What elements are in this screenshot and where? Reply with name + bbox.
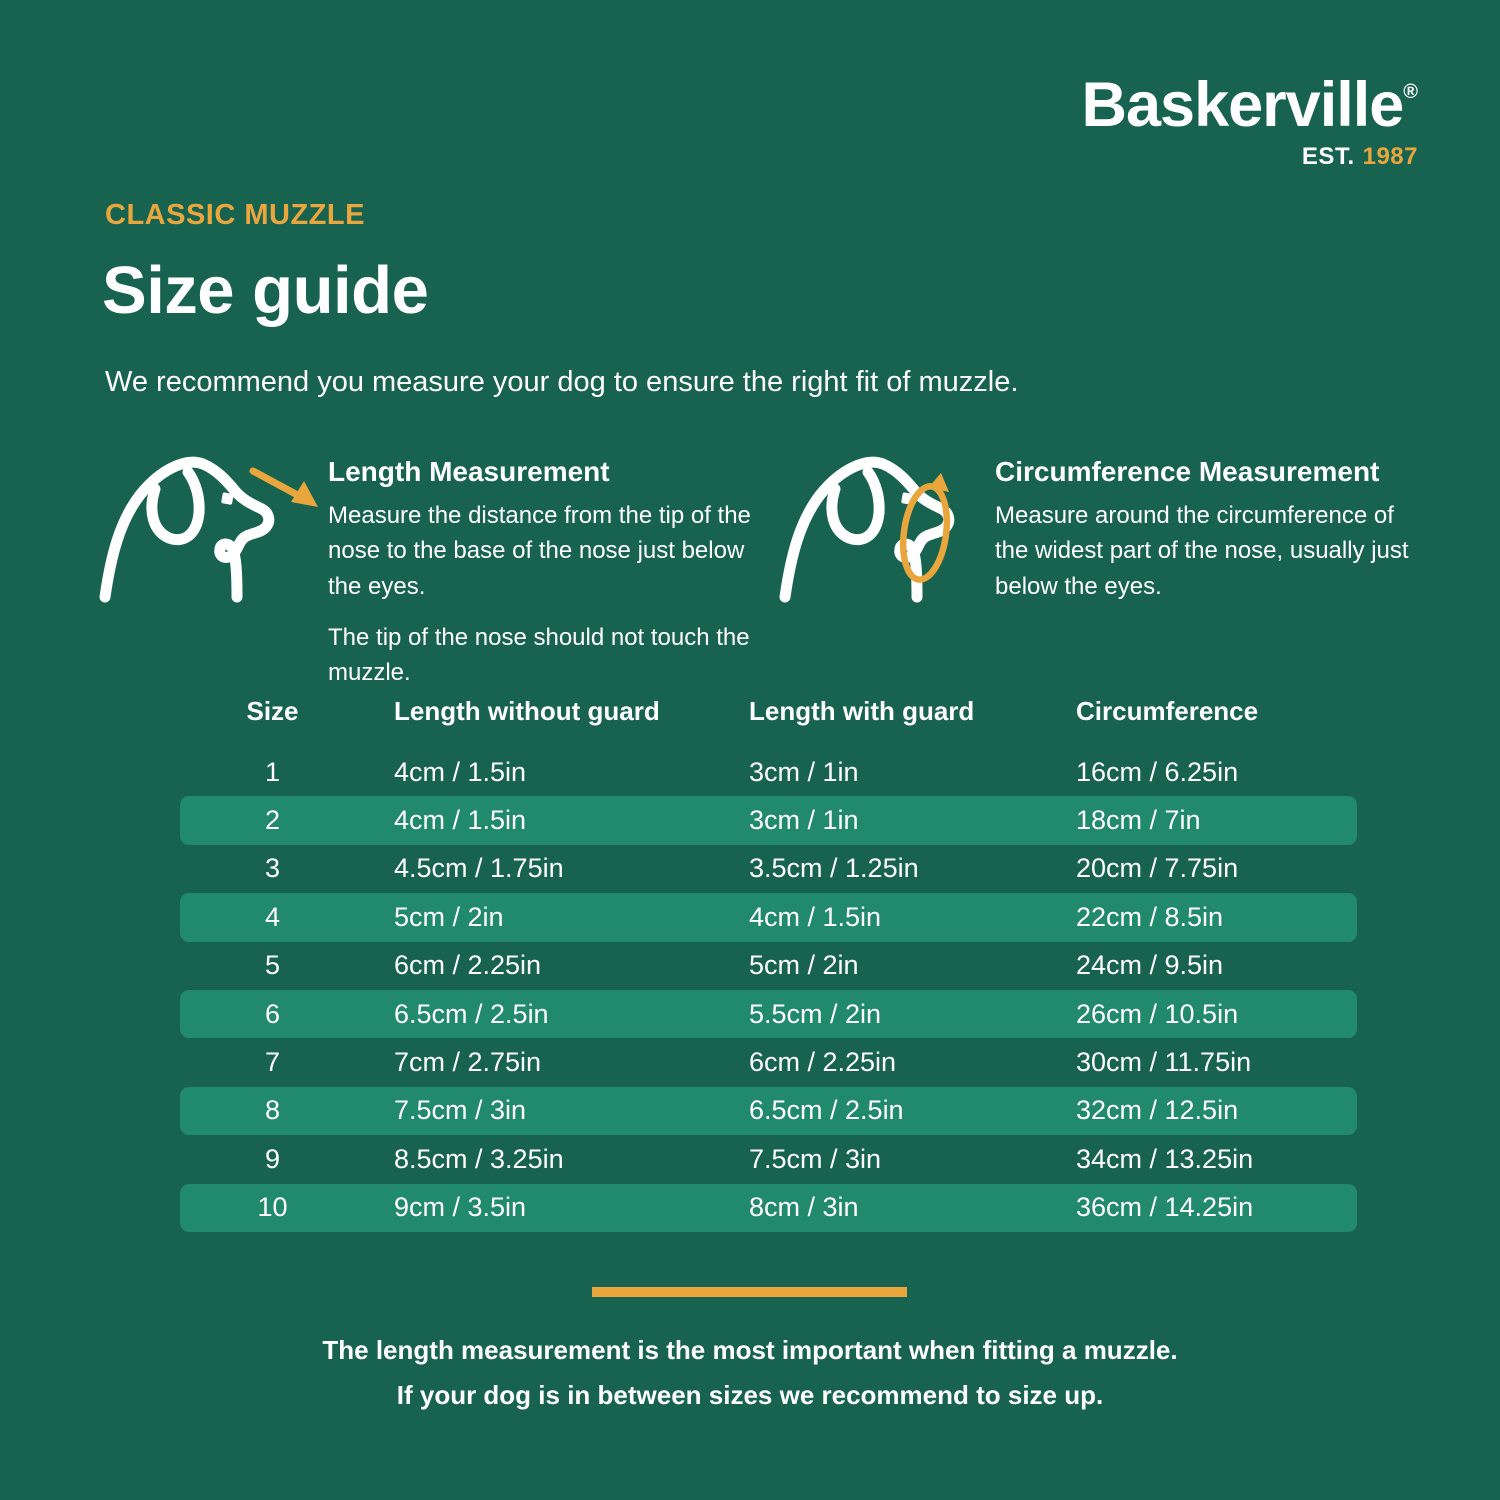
footer-note: [0, 1328, 1500, 1417]
column-header-circumference: Circumference: [1076, 695, 1259, 726]
cell-length-without-guard: 5cm / 2in: [394, 901, 504, 932]
cell-length-with-guard: 5.5cm / 2in: [749, 998, 882, 1029]
table-row: [180, 845, 1357, 893]
length-measurement-section: [328, 456, 760, 690]
column-header-size: Size: [246, 695, 299, 726]
cell-size: 1: [264, 756, 281, 787]
cell-size: 2: [264, 805, 281, 836]
cell-circumference: 34cm / 13.25in: [1076, 1143, 1254, 1174]
cell-length-without-guard: 4cm / 1.5in: [394, 756, 527, 787]
cell-length-without-guard: 6cm / 2.25in: [394, 950, 542, 981]
cell-circumference: 36cm / 14.25in: [1076, 1192, 1254, 1223]
footer-divider: [592, 1287, 907, 1297]
size-table-body: [180, 748, 1357, 1232]
cell-size: 4: [264, 901, 281, 932]
cell-length-with-guard: 5cm / 2in: [749, 950, 859, 981]
circumference-measurement-title: Circumference Measurement: [995, 456, 1380, 487]
column-header-length-with-guard: Length with guard: [749, 695, 975, 726]
cell-circumference: 18cm / 7in: [1076, 805, 1201, 836]
cell-length-with-guard: 3.5cm / 1.25in: [749, 853, 919, 884]
table-row: [180, 796, 1357, 844]
length-measurement-p1: Measure the distance from the tip of the nose to the base of the nose just below the eyes.: [328, 502, 751, 600]
cell-size: 3: [264, 853, 281, 884]
table-row: [180, 1087, 1357, 1135]
cell-length-with-guard: 6cm / 2.25in: [749, 1047, 897, 1078]
circumference-loop-icon: [898, 473, 953, 582]
cell-length-without-guard: 7cm / 2.75in: [394, 1047, 542, 1078]
cell-size: 5: [264, 950, 281, 981]
cell-length-without-guard: 6.5cm / 2.5in: [394, 998, 549, 1029]
registered-mark: ®: [1403, 81, 1418, 103]
est-year: 1987: [1362, 143, 1418, 170]
size-table-header: [180, 690, 1357, 732]
cell-circumference: 20cm / 7.75in: [1076, 853, 1239, 884]
circumference-measurement-p1: Measure around the circumference of the widest part of the nose, usually just below the eyes.: [995, 502, 1409, 600]
brand-name: [1081, 70, 1419, 140]
table-row: [180, 1184, 1357, 1232]
cell-size: 10: [257, 1192, 288, 1223]
cell-size: 9: [264, 1143, 281, 1174]
cell-length-with-guard: 3cm / 1in: [749, 756, 859, 787]
table-row: [180, 942, 1357, 990]
cell-length-without-guard: 4cm / 1.5in: [394, 805, 527, 836]
cell-length-with-guard: 8cm / 3in: [749, 1192, 859, 1223]
est-label: EST.: [1301, 143, 1355, 170]
table-row: [180, 748, 1357, 796]
cell-length-without-guard: 8.5cm / 3.25in: [394, 1143, 564, 1174]
cell-length-with-guard: 7.5cm / 3in: [749, 1143, 882, 1174]
table-row: [180, 1038, 1357, 1086]
cell-circumference: 22cm / 8.5in: [1076, 901, 1224, 932]
length-measurement-title: Length Measurement: [328, 456, 610, 487]
cell-circumference: 24cm / 9.5in: [1076, 950, 1224, 981]
brand-name-text: Baskerville: [1081, 70, 1404, 140]
page-title: Size guide: [102, 253, 429, 328]
circumference-measurement-section: [995, 456, 1420, 604]
cell-length-without-guard: 9cm / 3.5in: [394, 1192, 527, 1223]
brand-logo: [1081, 70, 1419, 171]
column-header-length-without-guard: Length without guard: [394, 695, 660, 726]
cell-length-with-guard: 3cm / 1in: [749, 805, 859, 836]
dog-head-circumference-icon: [775, 445, 1015, 610]
cell-size: 6: [264, 998, 281, 1029]
cell-size: 7: [264, 1047, 281, 1078]
cell-circumference: 26cm / 10.5in: [1076, 998, 1239, 1029]
page-subtitle: We recommend you measure your dog to ensure the right fit of muzzle.: [105, 366, 1019, 398]
cell-length-with-guard: 6.5cm / 2.5in: [749, 1095, 904, 1126]
cell-circumference: 32cm / 12.5in: [1076, 1095, 1239, 1126]
length-measurement-p2: The tip of the nose should not touch the muzzle.: [328, 623, 750, 687]
table-row: [180, 893, 1357, 941]
brand-established: [1082, 143, 1419, 171]
product-eyebrow: CLASSIC MUZZLE: [105, 199, 365, 231]
cell-circumference: 16cm / 6.25in: [1076, 756, 1239, 787]
cell-length-without-guard: 4.5cm / 1.75in: [394, 853, 564, 884]
footer-line-1: The length measurement is the most important when fitting a muzzle.: [322, 1335, 1178, 1365]
cell-length-without-guard: 7.5cm / 3in: [394, 1095, 527, 1126]
dog-head-length-icon: [95, 445, 335, 610]
cell-size: 8: [264, 1095, 281, 1126]
cell-circumference: 30cm / 11.75in: [1076, 1047, 1252, 1078]
footer-line-2: If your dog is in between sizes we recommend to size up.: [396, 1379, 1104, 1410]
cell-length-with-guard: 4cm / 1.5in: [749, 901, 882, 932]
length-arrow-icon: [253, 471, 318, 507]
table-row: [180, 990, 1357, 1038]
table-row: [180, 1135, 1357, 1183]
